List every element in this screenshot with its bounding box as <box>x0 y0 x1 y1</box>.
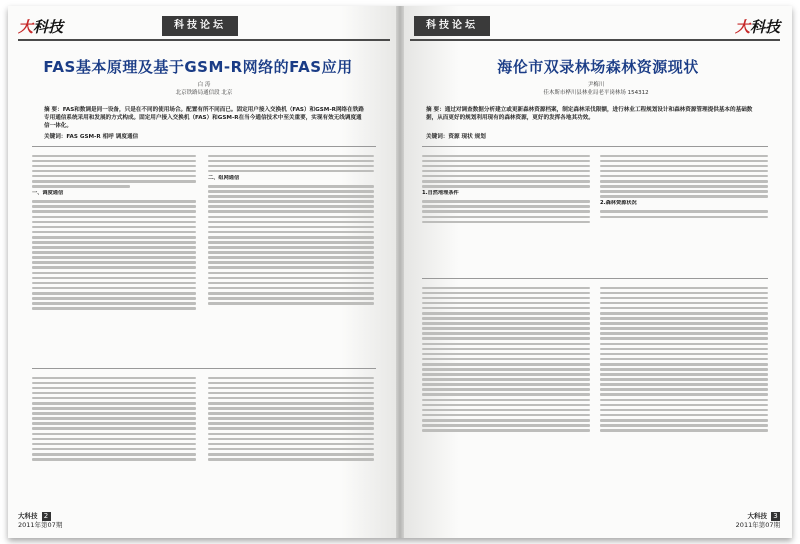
header-rule <box>410 39 780 41</box>
article-author: 白 涛 <box>197 82 211 88</box>
article-affiliation: 佳木斯市桦川县林业局老平岗林场 154312 <box>543 90 649 96</box>
article-title: 海伦市双录林场森林资源现状 <box>497 58 699 76</box>
section-heading: 2.森林资源状况 <box>600 200 637 207</box>
section-heading: 1.自然地理条件 <box>422 190 459 197</box>
page-footer <box>18 512 62 530</box>
article-author: 尹梅川 <box>587 82 605 88</box>
body-column-2 <box>208 152 374 362</box>
header-rule <box>18 39 390 41</box>
abstract-separator <box>422 146 768 147</box>
body-column-4 <box>600 284 768 514</box>
body-column-4 <box>208 374 374 514</box>
magazine-logo: 大科技 <box>734 18 780 36</box>
article-abstract: 摘 要：通过对调查数据分析建立或更新森林资源档案，制定森林采伐限额，进行林业工程规划设计和森林资源管理提供基本的基础数据，从而更好的规划利用现有的森林资源，更好的发挥各地其功效。 <box>426 107 753 122</box>
magazine-logo: 大科技 <box>18 18 64 36</box>
body-column-3 <box>32 374 196 514</box>
article-keywords: 关键词：FAS GSM-R 相呼 调度通信 <box>44 134 139 140</box>
page-number: 2 <box>42 512 51 521</box>
body-column-3 <box>422 284 590 514</box>
footer-magazine: 大科技 <box>747 512 767 520</box>
footer-issue: 2011年第07期 <box>18 521 63 529</box>
right-page <box>400 6 792 538</box>
body-column-2 <box>600 152 768 272</box>
article-keywords: 关键词：资源 现状 规划 <box>426 134 486 140</box>
footer-magazine: 大科技 <box>18 512 38 520</box>
body-column-1 <box>422 152 590 272</box>
magazine-spread <box>8 6 792 538</box>
footer-issue: 2011年第07期 <box>735 521 780 529</box>
section-heading: 二、组网通信 <box>208 174 240 181</box>
article-abstract: 摘 要：FAS和数调是同一设备，只是在不同的使用场合。配置有所不同而已。固定用户接入交换机（FAS）和GSM-R网络在铁路专用通信系统采用和发展的方式构成。固定用户接入交换机（FAS）和GSM-R在当今通信技术中至关重要，实现有效无线调度通信一体化。 <box>44 107 364 130</box>
section-tab: 科技论坛 <box>162 16 238 36</box>
book-gutter <box>396 6 404 538</box>
article-title: FAS基本原理及基于GSM-R网络的FAS应用 <box>43 58 353 76</box>
body-separator <box>422 278 768 279</box>
body-separator <box>32 368 376 369</box>
section-tab: 科技论坛 <box>414 16 490 36</box>
body-column-1 <box>32 152 196 362</box>
page-number: 3 <box>771 512 780 521</box>
brand-text: 科技 <box>749 18 780 36</box>
brand-text: 科技 <box>33 18 64 36</box>
section-heading: 一、调度通信 <box>32 190 64 197</box>
abstract-separator <box>32 146 376 147</box>
left-page <box>8 6 400 538</box>
page-footer <box>736 512 780 530</box>
article-affiliation: 北京铁路局通信段 北京 <box>175 90 233 96</box>
